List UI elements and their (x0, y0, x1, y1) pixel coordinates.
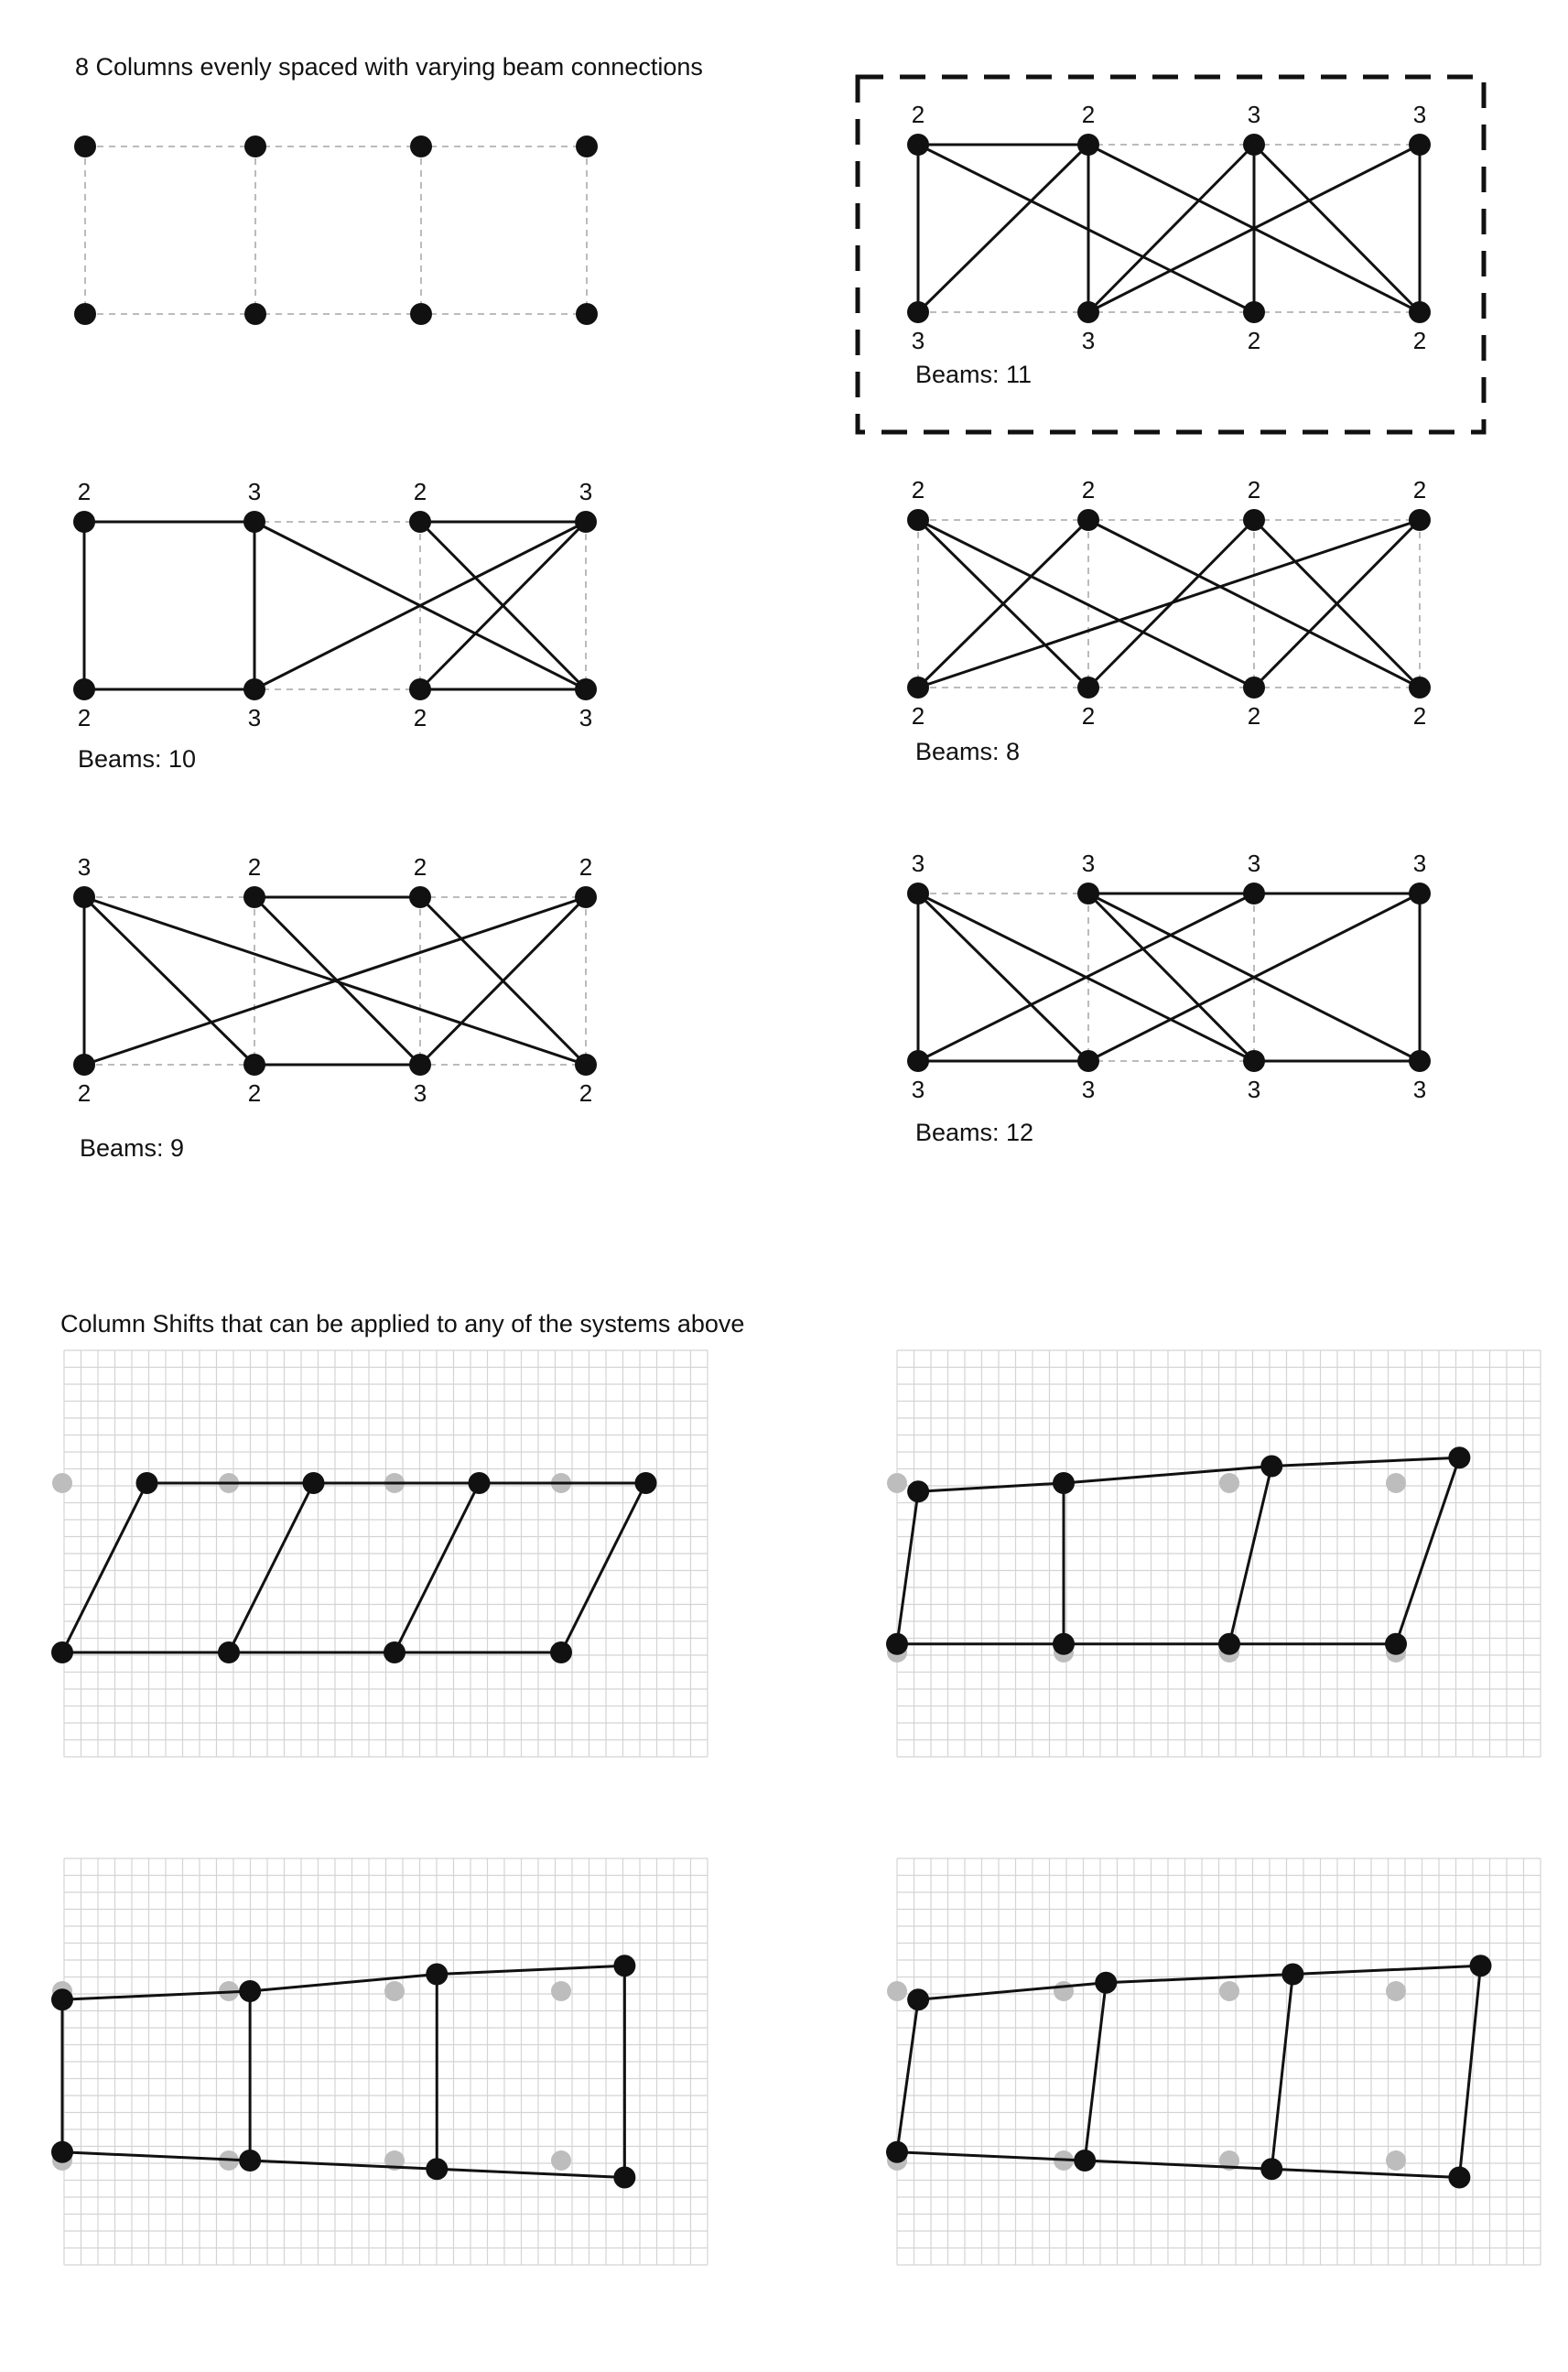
shifted-beam-top (918, 1983, 1106, 2000)
section2-title: Column Shifts that can be applied to any of the systems above (60, 1310, 745, 1338)
column-node (907, 677, 929, 699)
beam-B3-T2 (1254, 145, 1420, 312)
shifted-column-node (1385, 1633, 1407, 1655)
original-column-position (1219, 1981, 1239, 2001)
column-node (244, 135, 266, 157)
shifted-beam-vertical (62, 1483, 147, 1652)
column-node (1409, 301, 1431, 323)
column-node (1243, 883, 1265, 904)
column-node (243, 886, 265, 908)
shifted-column-node (907, 1988, 929, 2010)
column-node (1243, 1050, 1265, 1072)
bottom-connection-count: 2 (579, 1079, 593, 1107)
column-node (244, 303, 266, 325)
top-connection-count: 2 (77, 478, 92, 505)
top-connection-count: 2 (413, 853, 427, 881)
beam-T0-B1 (84, 897, 254, 1065)
bottom-connection-count: 3 (1247, 1076, 1261, 1103)
shifted-beam-bottom (437, 2169, 624, 2177)
shifted-beam-top (1292, 1966, 1480, 1974)
shifted-beam-vertical (1459, 1966, 1480, 2177)
top-connection-count: 2 (1247, 476, 1261, 504)
beam-T0-B2 (918, 145, 1254, 312)
column-node (409, 886, 431, 908)
column-node (409, 678, 431, 700)
shifted-column-node (1281, 1964, 1303, 1986)
column-node (1077, 1050, 1099, 1072)
bottom-connection-count: 2 (247, 1079, 262, 1107)
top-connection-count: 3 (1247, 850, 1261, 877)
column-node (575, 1054, 597, 1076)
top-connection-count: 3 (1412, 850, 1427, 877)
top-connection-count: 2 (413, 478, 427, 505)
bottom-connection-count: 2 (413, 704, 427, 731)
bottom-connection-count: 3 (911, 327, 925, 354)
column-node (1409, 134, 1431, 156)
beam-count-label: Beams: 8 (915, 738, 1021, 765)
shifted-column-node (1074, 2150, 1096, 2172)
beam-system-system-beams-9 (73, 853, 597, 1162)
beam-count-label: Beams: 12 (915, 1119, 1034, 1146)
bottom-connection-count: 3 (413, 1079, 427, 1107)
beam-T2-B1 (1088, 145, 1254, 312)
shifted-column-node (1260, 2158, 1282, 2180)
column-node (907, 1050, 929, 1072)
beam-B0-T3 (918, 520, 1420, 688)
shifted-column-node (384, 1641, 406, 1663)
bottom-connection-count: 3 (1081, 327, 1096, 354)
column-node (243, 511, 265, 533)
original-column-position (1386, 2150, 1406, 2171)
shifted-beam-bottom (250, 2161, 437, 2169)
column-node (907, 301, 929, 323)
shifted-column-node (303, 1472, 325, 1494)
shifted-column-node (239, 2150, 261, 2172)
beam-T0-B1 (918, 894, 1088, 1061)
bottom-connection-count: 2 (77, 1079, 92, 1107)
column-node (1077, 677, 1099, 699)
shifted-column-node (136, 1472, 158, 1494)
shifted-beam-bottom (1085, 2161, 1271, 2169)
column-node (1409, 883, 1431, 904)
column-node (907, 134, 929, 156)
shifted-column-node (550, 1641, 572, 1663)
original-column-position (1054, 1981, 1074, 2001)
beam-count-label: Beams: 9 (80, 1134, 185, 1162)
column-node (1077, 509, 1099, 531)
bottom-connection-count: 3 (1412, 1076, 1427, 1103)
bottom-connection-count: 3 (1081, 1076, 1096, 1103)
column-node (410, 303, 432, 325)
shifted-column-node (635, 1472, 657, 1494)
shifted-column-node (1448, 1446, 1470, 1468)
column-node (1409, 677, 1431, 699)
shifted-column-node (1218, 1633, 1240, 1655)
column-node (1409, 509, 1431, 531)
beam-B1-T2 (1088, 520, 1254, 688)
bottom-connection-count: 2 (1247, 327, 1261, 354)
shifted-beam-top (1271, 1457, 1459, 1466)
bottom-connection-count: 2 (77, 704, 92, 731)
beam-system-grid-only (74, 135, 598, 325)
section2-column-shifts (51, 1350, 1541, 2265)
shifted-column-node (426, 2158, 448, 2180)
column-node (575, 511, 597, 533)
shifted-column-node (886, 1633, 908, 1655)
column-node (907, 883, 929, 904)
shifted-column-node (1448, 2167, 1470, 2189)
shifted-column-node (218, 1641, 240, 1663)
shifted-column-node (51, 1641, 73, 1663)
shifted-beam-top (437, 1966, 624, 1974)
column-node (73, 511, 95, 533)
column-shift-shift-parallelogram (51, 1350, 708, 1757)
top-connection-count: 3 (579, 478, 593, 505)
section1-title: 8 Columns evenly spaced with varying beam connections (75, 53, 703, 81)
shifted-beam-bottom (1271, 2169, 1459, 2177)
column-node (409, 511, 431, 533)
shifted-beam-vertical (561, 1483, 646, 1652)
top-connection-count: 3 (1247, 101, 1261, 128)
column-node (73, 678, 95, 700)
shifted-column-node (469, 1472, 491, 1494)
shifted-column-node (1095, 1972, 1117, 1994)
beam-count-label: Beams: 10 (78, 745, 197, 773)
bottom-connection-count: 2 (1081, 702, 1096, 730)
original-column-position (887, 1473, 907, 1493)
beam-system-system-beams-11 (858, 77, 1484, 432)
shifted-column-node (613, 2167, 635, 2189)
column-node (1243, 509, 1265, 531)
top-connection-count: 2 (911, 101, 925, 128)
shifted-column-node (1053, 1633, 1075, 1655)
column-node (1409, 1050, 1431, 1072)
section1-beam-systems (73, 77, 1484, 1162)
shifted-column-node (613, 1955, 635, 1977)
column-node (243, 678, 265, 700)
shifted-column-node (1470, 1955, 1492, 1977)
shifted-column-node (51, 2141, 73, 2163)
shifted-column-node (1053, 1472, 1075, 1494)
bottom-connection-count: 2 (1247, 702, 1261, 730)
original-column-position (1386, 1981, 1406, 2001)
shifted-column-node (1260, 1456, 1282, 1478)
top-connection-count: 3 (247, 478, 262, 505)
column-shift-shift-rising-top (886, 1350, 1541, 1757)
original-column-position (551, 1981, 571, 2001)
shifted-column-node (907, 1480, 929, 1502)
top-connection-count: 2 (911, 476, 925, 504)
shifted-beam-vertical (1271, 1975, 1292, 2170)
column-shift-shift-tapered-slanted (886, 1858, 1541, 2265)
original-column-position (1219, 1473, 1239, 1493)
column-node (1077, 883, 1099, 904)
column-node (576, 303, 598, 325)
shifted-column-node (426, 1964, 448, 1986)
beam-T0-B2 (918, 520, 1254, 688)
top-connection-count: 3 (77, 853, 92, 881)
column-node (243, 1054, 265, 1076)
bottom-connection-count: 3 (579, 704, 593, 731)
column-node (74, 135, 96, 157)
top-connection-count: 3 (911, 850, 925, 877)
shifted-beam-top (918, 1483, 1064, 1491)
column-node (1243, 301, 1265, 323)
beam-system-system-beams-12 (907, 850, 1431, 1146)
column-node (410, 135, 432, 157)
column-node (73, 1054, 95, 1076)
original-column-position (1386, 1473, 1406, 1493)
beam-T1-B0 (918, 145, 1088, 312)
bottom-connection-count: 3 (911, 1076, 925, 1103)
shifted-column-node (886, 2141, 908, 2163)
column-node (1077, 301, 1099, 323)
original-column-position (887, 1981, 907, 2001)
column-node (575, 886, 597, 908)
beam-system-system-beams-8 (907, 476, 1431, 765)
original-column-position (384, 1981, 405, 2001)
column-node (74, 303, 96, 325)
column-node (1077, 134, 1099, 156)
beam-system-system-beams-10 (73, 478, 597, 773)
column-node (907, 509, 929, 531)
column-node (576, 135, 598, 157)
column-node (73, 886, 95, 908)
bottom-connection-count: 2 (1412, 327, 1427, 354)
shifted-beam-vertical (1085, 1983, 1106, 2161)
top-connection-count: 2 (1081, 476, 1096, 504)
original-column-position (551, 2150, 571, 2171)
bottom-connection-count: 2 (1412, 702, 1427, 730)
top-connection-count: 3 (1412, 101, 1427, 128)
original-column-position (52, 1473, 72, 1493)
shifted-column-node (51, 1988, 73, 2010)
bottom-connection-count: 3 (247, 704, 262, 731)
beam-T1-B2 (1088, 894, 1254, 1061)
bottom-connection-count: 2 (911, 702, 925, 730)
column-shift-shift-tapered-vertical (51, 1858, 708, 2265)
column-node (409, 1054, 431, 1076)
top-connection-count: 2 (247, 853, 262, 881)
shifted-column-node (239, 1980, 261, 2002)
top-connection-count: 2 (579, 853, 593, 881)
column-node (1243, 134, 1265, 156)
top-connection-count: 2 (1412, 476, 1427, 504)
column-node (575, 678, 597, 700)
top-connection-count: 2 (1081, 101, 1096, 128)
column-node (1243, 677, 1265, 699)
beam-count-label: Beams: 11 (915, 361, 1033, 388)
top-connection-count: 3 (1081, 850, 1096, 877)
